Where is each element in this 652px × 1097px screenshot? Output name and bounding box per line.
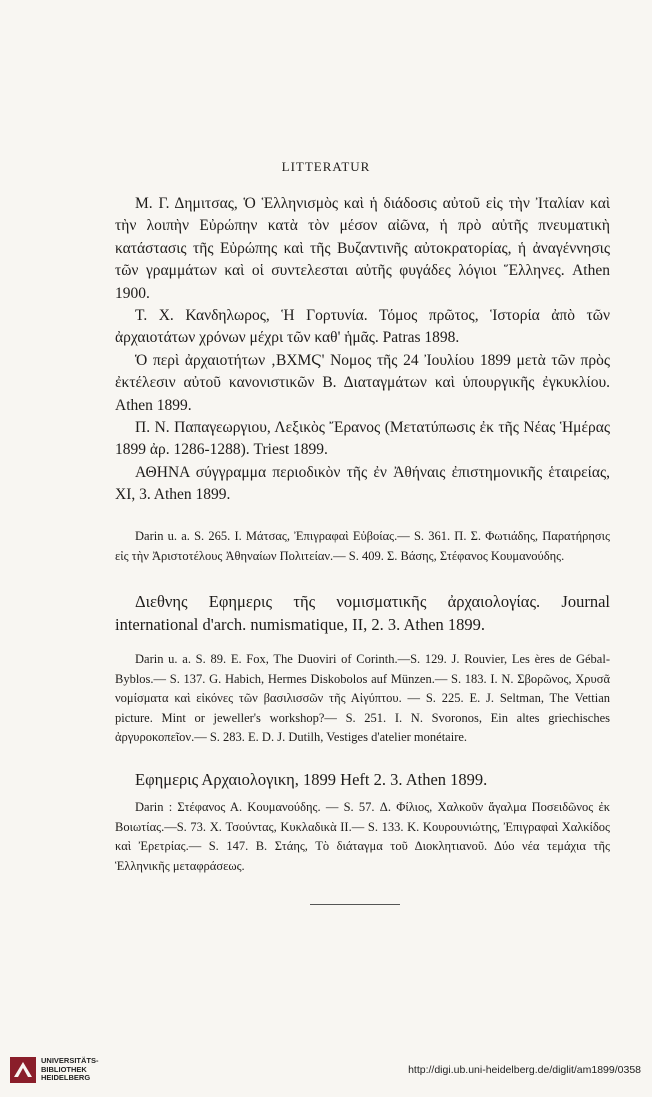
logo-line-3: HEIDELBERG <box>41 1073 91 1083</box>
entry-nomos: Ὁ περὶ ἀρχαιοτήτων ‚ΒΧΜϚ' Νομος τῆς 24 Ἰουλίου 1899 μετὰ τῶν πρὸς ἐκτέλεσιν αὐτοῦ κανονιστικῶν Β. Διαταγμάτων καὶ ὑπουργικῆς ἐγκυκλίου. Athen 1899. <box>115 351 610 414</box>
note-journal <box>115 650 610 748</box>
library-logo-icon <box>10 1057 36 1083</box>
entry-journal-block <box>115 590 610 636</box>
note-journal-text: Darin u. a. S. 89. E. Fox, The Duoviri of Corinth.—S. 129. J. Rouvier, Les ères de Gébal-Byblos.— S. 137. G. Habich, Hermes Diskobolos auf Münzen.— S. 183. I. N. Σβορῶνος, Χρυσᾶ νομίσματα καὶ εἰκόνες τῶν βασιλισσῶν τῆς Αἰγύπτου. — S. 225. E. J. Seltman, The Vettian picture. Mint or jeweller's workshop?— S. 251. I. N. Svoronos, Ein altes griechisches ἀργυροκοπεῖον.— S. 283. E. D. J. Dutilh, Vestiges d'atelier monétaire. <box>115 652 610 744</box>
page-heading: LITTERATUR <box>281 159 371 174</box>
note-ephemeris-text: Darin : Στέφανος Α. Κουμανούδης. — S. 57. Δ. Φίλιος, Χαλκοῦν ἄγαλμα Ποσειδῶνος ἐκ Βοιωτίας.—S. 73. X. Τσούντας, Κυκλαδικὰ II.— S. 133. K. Κουρουνιώτης, Ἐπιγραφαὶ Χαλκίδος καὶ Ἐρετρίας.— S. 147. B. Στάης, Τὸ διάταγμα τοῦ Διοκλητιανοῦ. Δύο νέα τεμάχια τῆς Ἑλληνικῆς μεταφράσεως. <box>115 800 610 873</box>
entry-ephemeris: Εφημερις Αρχαιολογικη, 1899 Heft 2. 3. Athen 1899. <box>135 770 488 789</box>
entry-ephemeris-block <box>115 769 610 791</box>
logo-line-2: BIBLIOTHEK <box>41 1064 87 1074</box>
entry-journal: Διεθνης Εφημερις τῆς νομισματικῆς ἀρχαιολογίας. Journal international d'arch. numismatique, II, 2. 3. Athen 1899. <box>115 592 610 634</box>
logo-line-1: UNIVERSITÄTS- <box>41 1056 99 1066</box>
note-athena-text: Darin u. a. S. 265. I. Μάτσας, Ἐπιγραφαὶ Εὐβοίας.— S. 361. Π. Σ. Φωτιάδης, Παρατήρησις εἰς τὴν Ἀριστοτέλους Ἀθηναίων Πολιτείαν.— S. 409. Σ. Βάσης, Στέφανος Κουμανούδης. <box>115 529 610 563</box>
entry-kandiloros: Τ. Χ. Κανδηλωρος, Ἡ Γορτυνία. Τόμος πρῶτος, Ἱστορία ἀπὸ τῶν ἀρχαιοτάτων χρόνων μέχρι τῶν καθ' ἡμᾶς. Patras 1898. <box>115 307 610 347</box>
entry-athena: ΑΘΗΝΑ σύγγραμμα περιοδικὸν τῆς ἐν Ἀθήναις ἐπιστημονικῆς ἑταιρείας, XI, 3. Athen 1899. <box>115 463 610 504</box>
footer <box>0 1045 652 1097</box>
entry-dimitsas: Μ. Γ. Δημιτσας, Ὁ Ἑλληνισμὸς καὶ ἡ διάδοσις αὐτοῦ εἰς τὴν Ἰταλίαν καὶ τὴν λοιπὴν Εὐρώπην κατὰ τὸν μέσον αἰῶνα, ἡ πρὸ αὐτῆς πνευματικὴ κατάστασις τῆς Εὐρώπης καὶ τῆς Βυζαντινῆς αὐτοκρατορίας, ἡ ἀναγέννησις τῶν γραμμάτων καὶ οἱ συντελεσται αὐτῆς φυγάδες λόγιοι Ἕλληνες. Athen 1900. <box>115 195 610 302</box>
entry-papageorgiou: Π. Ν. Παπαγεωργιου, Λεξικὸς Ἔρανος (Μετατύπωσις ἐκ τῆς Νέας Ἡμέρας 1899 ἀρ. 1286-1288). Triest 1899. <box>115 419 610 459</box>
note-athena <box>115 527 610 566</box>
source-url-link[interactable]: http://digi.ub.uni-heidelberg.de/diglit/am1899/0358 <box>408 1064 641 1076</box>
note-ephemeris <box>115 798 610 876</box>
separator-rule <box>310 904 400 905</box>
library-logo-text <box>41 1057 99 1083</box>
library-logo <box>10 1057 99 1083</box>
literature-entries <box>115 193 610 507</box>
